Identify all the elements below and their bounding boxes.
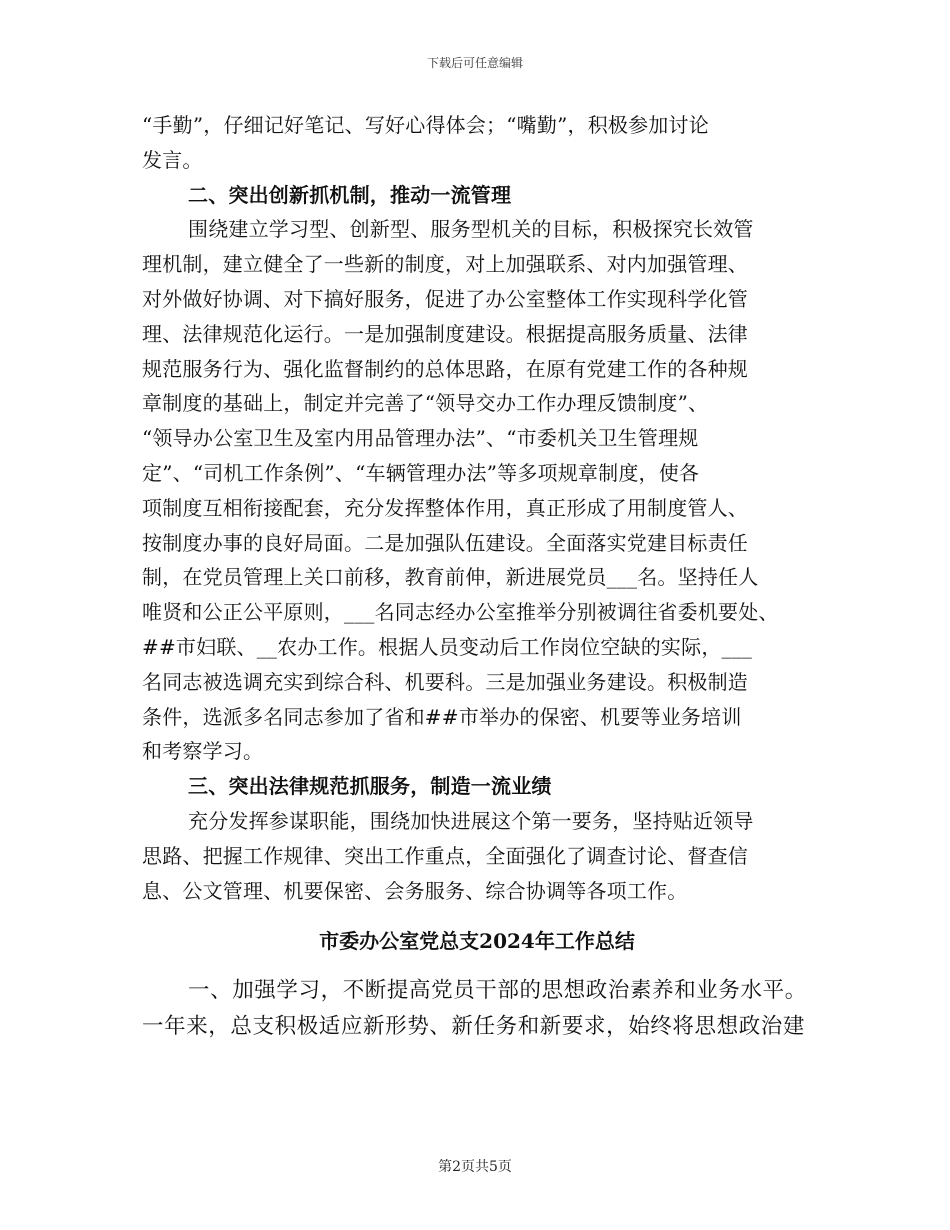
paragraph-2: [142, 212, 822, 769]
text-line: 对外做好协调、对下搞好服务，促进了办公室整体工作实现科学化管: [142, 286, 748, 311]
text-line: 充分发挥参谋职能，围绕加快进展这个第一要务，坚持贴近领导: [188, 808, 754, 833]
text-line: 息、公文管理、机要保密、会务服务、综合协调等各项工作。: [142, 878, 688, 903]
text-line: 唯贤和公正公平原则，___名同志经办公室推举分别被调往省委机要处、: [142, 600, 779, 625]
text-line: “领导办公室卫生及室内用品管理办法”、“市委机关卫生管理规: [142, 426, 699, 451]
text-line: 理、法律规范化运行。一是加强制度建设。根据提高服务质量、法律: [142, 321, 748, 346]
page-header: 下载后可任意编辑: [426, 56, 523, 70]
text-line: 按制度办事的良好局面。二是加强队伍建设。全面落实党建目标责任: [142, 530, 748, 555]
text-line: “手勤”，仔细记好笔记、写好心得体会；“嘴勤”，积极参加讨论: [142, 113, 709, 137]
text-line: 和考察学习。: [142, 739, 264, 764]
text-line: 章制度的基础上，制定并完善了“领导交办工作办理反馈制度”、: [142, 391, 709, 416]
paragraph-3: [142, 804, 822, 908]
text-line: 围绕建立学习型、创新型、服务型机关的目标，积极探究长效管: [188, 217, 754, 242]
text-line: 规范服务行为、强化监督制约的总体思路，在原有党建工作的各种规: [142, 356, 748, 381]
text-line: 一年来，总支积极适应新形势、新任务和新要求，始终将思想政治建: [142, 1014, 806, 1040]
section-heading-3: 三、突出法律规范抓服务，制造一流业绩: [188, 774, 552, 799]
text-line: 名同志被选调充实到综合科、机要科。三是加强业务建设。积极制造: [142, 669, 748, 694]
text-line: ##市妇联、__农办工作。根据人员变动后工作岗位空缺的实际，___: [142, 634, 753, 659]
text-line: 项制度互相衔接配套，充分发挥整体作用，真正形成了用制度管人、: [142, 495, 748, 520]
text-line: 发言。: [142, 147, 203, 172]
paragraph-1: [142, 108, 822, 178]
paragraph-4: [142, 973, 822, 1045]
document-body: [142, 108, 822, 1045]
document-title: 市委办公室党总支2024年工作总结: [319, 929, 635, 954]
page-number: 第2页共5页: [438, 1159, 512, 1175]
text-line: 定”、“司机工作条例”、“车辆管理办法”等多项规章制度，使各: [142, 460, 700, 485]
text-line: 理机制，建立健全了一些新的制度，对上加强联系、对内加强管理、: [142, 252, 748, 277]
text-line: 思路、把握工作规律、突出工作重点，全面强化了调查讨论、督查信: [142, 843, 748, 868]
section-heading-2: 二、突出创新抓机制，推动一流管理: [188, 182, 512, 207]
text-line: 一、加强学习，不断提高党员干部的思想政治素养和业务水平。: [188, 978, 807, 1004]
text-line: 制，在党员管理上关口前移，教育前伸，新进展党员___名。坚持任人: [142, 565, 759, 590]
text-line: 条件，选派多名同志参加了省和##市举办的保密、机要等业务培训: [142, 704, 742, 729]
